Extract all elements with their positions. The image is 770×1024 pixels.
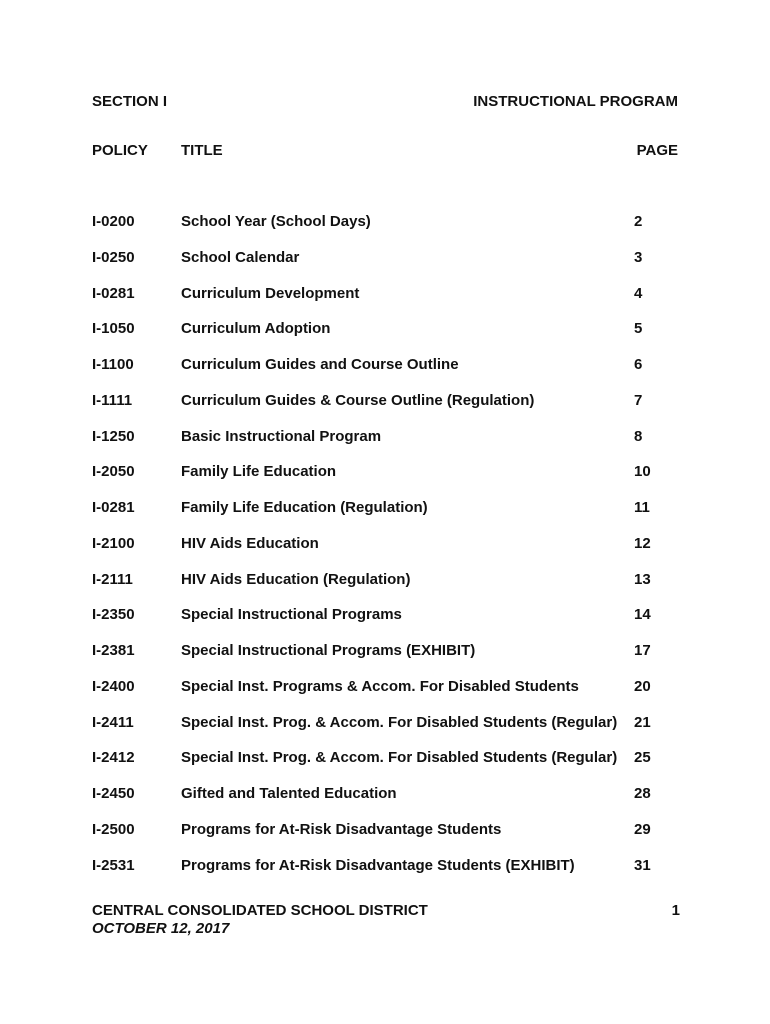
- policy-page: 28: [634, 785, 651, 803]
- policy-row: [92, 213, 678, 249]
- policy-title: Special Inst. Prog. & Accom. For Disabled Students (Regular): [181, 713, 618, 731]
- policy-row: [92, 428, 678, 464]
- page-column-header: PAGE: [636, 142, 678, 159]
- policy-row: [92, 714, 678, 750]
- policy-row: [92, 642, 678, 678]
- policy-title: School Calendar: [181, 248, 300, 266]
- policy-page: 31: [634, 856, 651, 874]
- policy-title: Family Life Education: [181, 463, 337, 481]
- policy-code: I-2381: [92, 642, 135, 660]
- policy-code: I-2100: [92, 534, 135, 552]
- policy-page: 10: [634, 463, 651, 481]
- policy-code: I-1250: [92, 427, 135, 445]
- policy-page: 17: [634, 642, 651, 660]
- policy-code: I-0250: [92, 248, 135, 266]
- policy-page: 12: [634, 534, 651, 552]
- column-headers: [92, 142, 678, 159]
- policy-title: Curriculum Development: [181, 284, 360, 302]
- policy-code: I-2500: [92, 821, 135, 839]
- policy-page: 6: [634, 356, 643, 374]
- policy-title: Special Inst. Programs & Accom. For Disabled Students: [181, 677, 579, 695]
- policy-page: 7: [634, 391, 643, 409]
- policy-column-header: POLICY: [92, 142, 148, 159]
- policy-page: 25: [634, 749, 651, 767]
- section-label: SECTION I: [92, 93, 168, 110]
- policy-title: Programs for At-Risk Disadvantage Students (EXHIBIT): [181, 856, 575, 874]
- district-name: CENTRAL CONSOLIDATED SCHOOL DISTRICT: [92, 902, 428, 919]
- policy-code: I-1111: [92, 391, 133, 409]
- policy-page: 20: [634, 677, 651, 695]
- policy-row: [92, 535, 678, 571]
- policy-list: [92, 213, 678, 893]
- policy-page: 21: [634, 713, 651, 731]
- policy-row: [92, 499, 678, 535]
- policy-row: [92, 249, 678, 285]
- policy-code: I-2411: [92, 713, 134, 731]
- title-column-header: TITLE: [181, 142, 223, 159]
- policy-code: I-0281: [92, 284, 135, 302]
- policy-title: Special Inst. Prog. & Accom. For Disabled Students (Regular): [181, 749, 618, 767]
- policy-code: I-0200: [92, 213, 135, 230]
- policy-row: [92, 749, 678, 785]
- policy-row: [92, 821, 678, 857]
- footer-date: OCTOBER 12, 2017: [92, 920, 230, 937]
- policy-title: HIV Aids Education: [181, 534, 319, 552]
- policy-code: I-2400: [92, 677, 135, 695]
- policy-title: Curriculum Guides & Course Outline (Regulation): [181, 391, 535, 409]
- policy-page: 8: [634, 427, 643, 445]
- policy-title: School Year (School Days): [181, 213, 371, 230]
- policy-title: Curriculum Adoption: [181, 320, 331, 338]
- policy-title: Special Instructional Programs (EXHIBIT): [181, 642, 476, 660]
- policy-code: I-2050: [92, 463, 135, 481]
- policy-row: [92, 571, 678, 607]
- policy-page: 29: [634, 821, 651, 839]
- program-label: INSTRUCTIONAL PROGRAM: [473, 93, 678, 110]
- policy-title: Basic Instructional Program: [181, 427, 382, 445]
- page-number: 1: [671, 902, 680, 919]
- policy-code: I-2350: [92, 606, 135, 624]
- policy-row: [92, 356, 678, 392]
- policy-title: Gifted and Talented Education: [181, 785, 397, 803]
- policy-row: [92, 606, 678, 642]
- policy-title: Family Life Education (Regulation): [181, 499, 428, 517]
- policy-code: I-1050: [92, 320, 135, 338]
- policy-row: [92, 785, 678, 821]
- policy-page: 2: [634, 213, 643, 230]
- policy-page: 5: [634, 320, 643, 338]
- policy-row: [92, 285, 678, 321]
- policy-title: HIV Aids Education (Regulation): [181, 570, 411, 588]
- policy-code: I-0281: [92, 499, 135, 517]
- policy-row: [92, 857, 678, 893]
- policy-title: Special Instructional Programs: [181, 606, 402, 624]
- policy-page: 4: [634, 284, 643, 302]
- section-header: [92, 93, 678, 110]
- policy-row: [92, 392, 678, 428]
- page-footer: [92, 902, 680, 937]
- policy-row: [92, 320, 678, 356]
- policy-page: 13: [634, 570, 651, 588]
- policy-code: I-2111: [92, 570, 133, 588]
- policy-title: Curriculum Guides and Course Outline: [181, 356, 459, 374]
- policy-code: I-2412: [92, 749, 135, 767]
- policy-code: I-2450: [92, 785, 135, 803]
- policy-page: 11: [634, 499, 650, 517]
- policy-row: [92, 463, 678, 499]
- policy-page: 3: [634, 248, 643, 266]
- policy-code: I-1100: [92, 356, 134, 374]
- policy-code: I-2531: [92, 856, 135, 874]
- policy-page: 14: [634, 606, 651, 624]
- policy-title: Programs for At-Risk Disadvantage Students: [181, 821, 502, 839]
- policy-row: [92, 678, 678, 714]
